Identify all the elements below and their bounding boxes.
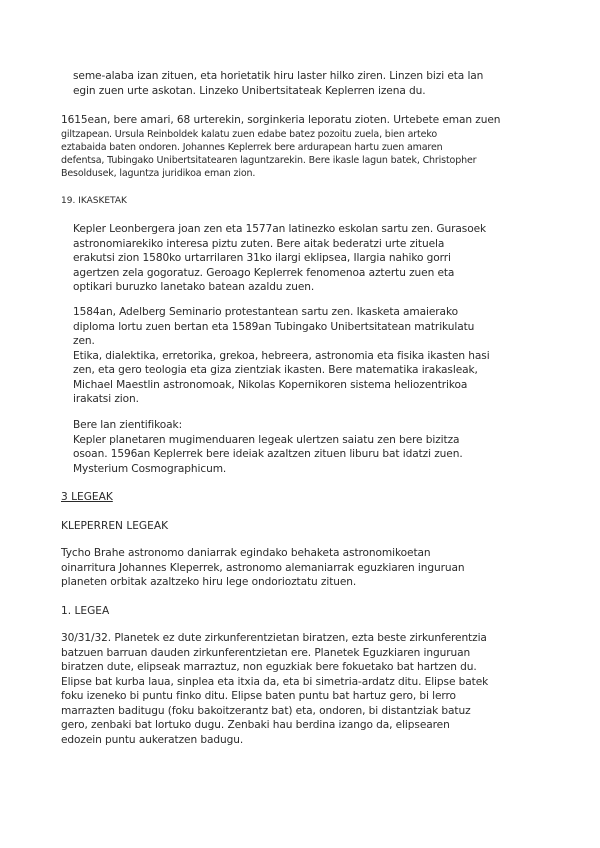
- text-line: zen, eta gero teologia eta giza zientziak ikasten. Bere matematika irakasleak,: [73, 364, 478, 376]
- heading-1-legea: 1. LEGEA: [61, 605, 110, 617]
- text-line: Etika, dialektika, erretorika, grekoa, hebreera, astronomia eta fisika ikasten hasi: [73, 349, 490, 362]
- text-line: seme-alaba izan zituen, eta horietatik hiru laster hilko ziren. Linzen bizi eta lan: [73, 70, 484, 82]
- text-line: giltzapean. Ursula Reinboldek kalatu zuen edabe batez pozoitu zuela, bien arteko: [61, 128, 437, 140]
- text-line: Mysterium Cosmographicum.: [73, 462, 227, 475]
- paragraph-1584: [73, 305, 563, 407]
- text-line: eztabaida baten ondoren. Johannes Keplerrek bere ardurapean hartu zuen amaren: [61, 141, 443, 153]
- paragraph-1615: [61, 113, 561, 180]
- paragraph-tycho: [61, 546, 561, 590]
- paragraph-intro: [73, 69, 563, 98]
- text-line: optikari buruzko lanetako batean azaldu zuen.: [73, 281, 315, 293]
- text-line: diploma lortu zuen bertan eta 1589an Tubingako Unibertsitatean matrikulatu: [73, 320, 475, 333]
- text-line: Tycho Brahe astronomo daniarrak egindako behaketa astronomikoetan: [61, 547, 431, 559]
- heading-3-legeak: 3 LEGEAK: [61, 491, 113, 503]
- text-line: biratzen dute, elipseak marraztuz, non eguzkiak bere fokuetako bat hartzen du.: [61, 661, 477, 673]
- text-line: planeten orbitak azaltzeko hiru lege ondorioztatu zituen.: [61, 576, 357, 588]
- section-heading-ikasketak: 19. IKASKETAK: [61, 196, 127, 206]
- text-line: Besoldusek, laguntza juridikoa eman zion.: [61, 167, 256, 179]
- text-line: erakutsi zion 1580ko urtarrilaren 31ko ilargi eklipsea, Ilargia nahiko gorri: [73, 252, 451, 264]
- text-line: Bere lan zientifikoak:: [73, 419, 183, 431]
- text-line: Michael Maestlin astronomoak, Nikolas Kopernikoren sistema heliozentrikoa: [73, 378, 468, 391]
- text-line: Kepler planetaren mugimenduaren legeak ulertzen saiatu zen bere bizitza: [73, 433, 460, 446]
- text-line: batzuen barruan dauden zirkunferentzietan ere. Planetek Eguzkiaren inguruan: [61, 646, 471, 659]
- text-line: agertzen zela gogoratuz. Geroago Keplerrek fenomenoa aztertu zuen eta: [73, 266, 455, 279]
- text-line: 1615ean, bere amari, 68 urterekin, sorginkeria leporatu zioten. Urtebete eman zuen: [61, 114, 501, 126]
- heading-kleperren-legeak: KLEPERREN LEGEAK: [61, 520, 169, 532]
- paragraph-legea-1: [61, 631, 561, 747]
- text-line: defentsa, Tubingako Unibertsitatearen laguntzarekin. Bere ikasle lagun batek, Christopher: [61, 154, 477, 166]
- text-line: osoan. 1596an Keplerrek bere ideiak azaltzen zituen liburu bat idatzi zuen.: [73, 448, 463, 460]
- text-line: gero, zenbaki bat lortuko dugu. Zenbaki hau berdina izango da, elipsearen: [61, 719, 450, 731]
- text-line: edozein puntu aukeratzen badugu.: [61, 733, 244, 746]
- text-line: Kepler Leonbergera joan zen eta 1577an latinezko eskolan sartu zen. Gurasoek: [73, 223, 487, 235]
- text-line: foku izeneko bi puntu finko ditu. Elipse baten puntu bat hartuz gero, bi lerro: [61, 690, 456, 702]
- paragraph-lan-zientifikoak: [73, 418, 563, 476]
- paragraph-kepler-leonberg: [73, 222, 563, 295]
- text-line: 30/31/32. Planetek ez dute zirkunferentzietan biratzen, ezta beste zirkunferentzia: [61, 632, 487, 644]
- text-line: astronomiarekiko interesa piztu zuten. Bere aitak bederatzi urte zituela: [73, 237, 445, 250]
- text-line: egin zuen urte askotan. Linzeko Unibertsitateak Keplerren izena du.: [73, 84, 426, 97]
- text-line: irakatsi zion.: [73, 393, 139, 405]
- text-line: Elipse bat kurba laua, sinplea eta itxia da, eta bi simetria-ardatz ditu. Elipse batek: [61, 675, 489, 688]
- text-line: oinarritura Johannes Kleperrek, astronomo alemaniarrak eguzkiaren inguruan: [61, 561, 465, 574]
- text-line: 1584an, Adelberg Seminario protestantean sartu zen. Ikasketa amaierako: [73, 306, 458, 318]
- text-line: marrazten baditugu (foku bakoitzerantz bat) eta, ondoren, bi distantziak batuz: [61, 704, 471, 717]
- text-line: zen.: [73, 335, 95, 347]
